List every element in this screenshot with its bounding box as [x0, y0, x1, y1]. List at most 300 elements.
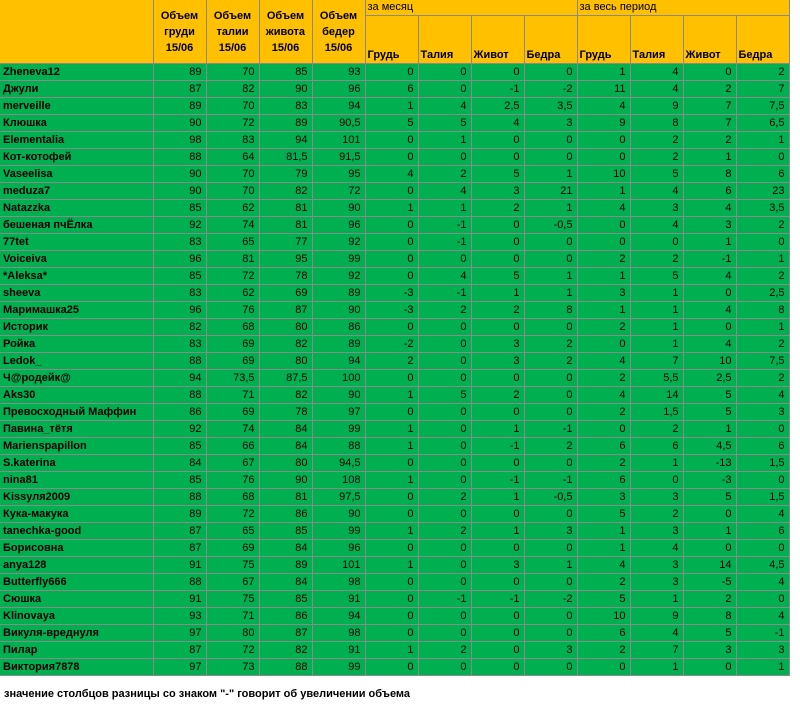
month-belly-diff-cell: 0	[471, 506, 524, 523]
period-belly-diff-cell: 3	[683, 217, 736, 234]
month-chest-diff-cell: 5	[365, 115, 418, 132]
period-waist-diff-cell: 0	[630, 234, 683, 251]
belly-volume-cell: 84	[259, 540, 312, 557]
period-belly-diff-cell: 1	[683, 421, 736, 438]
month-hips-diff-cell: 3	[524, 115, 577, 132]
period-belly-diff-cell: 4	[683, 200, 736, 217]
chest-volume-cell: 87	[153, 81, 206, 98]
period-chest-diff-cell: 4	[577, 557, 630, 574]
header-period-chest: Грудь	[577, 16, 630, 64]
month-chest-diff-cell: 1	[365, 98, 418, 115]
participant-name-cell: Natazzka	[0, 200, 153, 217]
header-month-belly: Живот	[471, 16, 524, 64]
period-hips-diff-cell: 6	[736, 523, 789, 540]
table-row	[0, 659, 789, 676]
chest-volume-cell: 92	[153, 421, 206, 438]
month-belly-diff-cell: 2,5	[471, 98, 524, 115]
waist-volume-cell: 71	[206, 387, 259, 404]
participant-name-cell: Vaseelisa	[0, 166, 153, 183]
month-waist-diff-cell: 0	[418, 353, 471, 370]
waist-volume-cell: 76	[206, 472, 259, 489]
period-hips-diff-cell: 4	[736, 387, 789, 404]
month-hips-diff-cell: 0	[524, 506, 577, 523]
waist-volume-cell: 69	[206, 404, 259, 421]
period-chest-diff-cell: 0	[577, 217, 630, 234]
waist-volume-cell: 69	[206, 540, 259, 557]
waist-volume-cell: 70	[206, 166, 259, 183]
month-chest-diff-cell: 0	[365, 404, 418, 421]
month-chest-diff-cell: 4	[365, 166, 418, 183]
chest-volume-cell: 84	[153, 455, 206, 472]
belly-volume-cell: 82	[259, 387, 312, 404]
hips-volume-cell: 86	[312, 319, 365, 336]
period-chest-diff-cell: 1	[577, 302, 630, 319]
month-hips-diff-cell: 0	[524, 234, 577, 251]
belly-volume-cell: 81	[259, 200, 312, 217]
belly-volume-cell: 80	[259, 353, 312, 370]
period-hips-diff-cell: -1	[736, 625, 789, 642]
period-belly-diff-cell: 4	[683, 268, 736, 285]
table-row	[0, 438, 789, 455]
participant-name-cell: Elementalia	[0, 132, 153, 149]
table-row	[0, 523, 789, 540]
table-row	[0, 387, 789, 404]
table-row	[0, 370, 789, 387]
month-waist-diff-cell: 0	[418, 64, 471, 81]
period-hips-diff-cell: 4,5	[736, 557, 789, 574]
month-chest-diff-cell: 0	[365, 591, 418, 608]
chest-volume-cell: 96	[153, 251, 206, 268]
waist-volume-cell: 62	[206, 200, 259, 217]
belly-volume-cell: 81	[259, 489, 312, 506]
participant-name-cell: Историк	[0, 319, 153, 336]
hips-volume-cell: 94,5	[312, 455, 365, 472]
chest-volume-cell: 83	[153, 336, 206, 353]
participant-name-cell: Борисовна	[0, 540, 153, 557]
month-hips-diff-cell: 2	[524, 336, 577, 353]
hips-volume-cell: 89	[312, 285, 365, 302]
month-waist-diff-cell: 0	[418, 455, 471, 472]
waist-volume-cell: 64	[206, 149, 259, 166]
table-row	[0, 319, 789, 336]
period-waist-diff-cell: 5,5	[630, 370, 683, 387]
hips-volume-cell: 101	[312, 557, 365, 574]
period-belly-diff-cell: 1	[683, 149, 736, 166]
period-belly-diff-cell: 5	[683, 489, 736, 506]
participant-name-cell: nina81	[0, 472, 153, 489]
period-chest-diff-cell: 0	[577, 149, 630, 166]
table-row	[0, 489, 789, 506]
hips-volume-cell: 108	[312, 472, 365, 489]
participant-name-cell: Butterfly666	[0, 574, 153, 591]
period-hips-diff-cell: 3,5	[736, 200, 789, 217]
belly-volume-cell: 88	[259, 659, 312, 676]
period-belly-diff-cell: -13	[683, 455, 736, 472]
table-body	[0, 64, 789, 676]
chest-volume-cell: 87	[153, 540, 206, 557]
belly-volume-cell: 84	[259, 421, 312, 438]
period-chest-diff-cell: 1	[577, 523, 630, 540]
period-hips-diff-cell: 2,5	[736, 285, 789, 302]
period-hips-diff-cell: 1,5	[736, 489, 789, 506]
table-row	[0, 98, 789, 115]
table-row	[0, 557, 789, 574]
period-chest-diff-cell: 6	[577, 472, 630, 489]
chest-volume-cell: 89	[153, 506, 206, 523]
chest-volume-cell: 85	[153, 438, 206, 455]
waist-volume-cell: 73,5	[206, 370, 259, 387]
period-chest-diff-cell: 2	[577, 251, 630, 268]
period-waist-diff-cell: 9	[630, 98, 683, 115]
hips-volume-cell: 91	[312, 642, 365, 659]
period-chest-diff-cell: 6	[577, 438, 630, 455]
month-waist-diff-cell: 2	[418, 489, 471, 506]
month-waist-diff-cell: 0	[418, 421, 471, 438]
belly-volume-cell: 90	[259, 81, 312, 98]
hips-volume-cell: 99	[312, 251, 365, 268]
hips-volume-cell: 92	[312, 234, 365, 251]
participant-name-cell: Павина_тётя	[0, 421, 153, 438]
hips-volume-cell: 90	[312, 200, 365, 217]
period-belly-diff-cell: 2	[683, 132, 736, 149]
chest-volume-cell: 97	[153, 625, 206, 642]
month-waist-diff-cell: 0	[418, 319, 471, 336]
participant-name-cell: Ledok_	[0, 353, 153, 370]
period-hips-diff-cell: 2	[736, 217, 789, 234]
header-group-period: за весь период	[577, 0, 789, 16]
belly-volume-cell: 79	[259, 166, 312, 183]
month-waist-diff-cell: 0	[418, 557, 471, 574]
month-waist-diff-cell: -1	[418, 234, 471, 251]
period-hips-diff-cell: 6,5	[736, 115, 789, 132]
period-hips-diff-cell: 2	[736, 268, 789, 285]
month-waist-diff-cell: 0	[418, 625, 471, 642]
period-hips-diff-cell: 1	[736, 319, 789, 336]
period-hips-diff-cell: 6	[736, 438, 789, 455]
participant-name-cell: Кот-котофей	[0, 149, 153, 166]
table-row	[0, 642, 789, 659]
hips-volume-cell: 95	[312, 166, 365, 183]
hips-volume-cell: 92	[312, 268, 365, 285]
period-belly-diff-cell: 0	[683, 285, 736, 302]
month-hips-diff-cell: 0	[524, 149, 577, 166]
belly-volume-cell: 69	[259, 285, 312, 302]
chest-volume-cell: 93	[153, 608, 206, 625]
month-hips-diff-cell: 0	[524, 625, 577, 642]
hips-volume-cell: 94	[312, 353, 365, 370]
table-row	[0, 455, 789, 472]
period-hips-diff-cell: 7	[736, 81, 789, 98]
waist-volume-cell: 74	[206, 217, 259, 234]
month-hips-diff-cell: 1	[524, 166, 577, 183]
period-waist-diff-cell: 2	[630, 251, 683, 268]
chest-volume-cell: 89	[153, 98, 206, 115]
period-belly-diff-cell: 4,5	[683, 438, 736, 455]
participant-name-cell: Сюшка	[0, 591, 153, 608]
month-waist-diff-cell: 0	[418, 336, 471, 353]
month-chest-diff-cell: 1	[365, 642, 418, 659]
month-belly-diff-cell: 5	[471, 268, 524, 285]
hips-volume-cell: 89	[312, 336, 365, 353]
month-chest-diff-cell: 2	[365, 353, 418, 370]
period-hips-diff-cell: 2	[736, 64, 789, 81]
period-belly-diff-cell: -3	[683, 472, 736, 489]
header-period-waist: Талия	[630, 16, 683, 64]
period-hips-diff-cell: 7,5	[736, 353, 789, 370]
chest-volume-cell: 87	[153, 642, 206, 659]
month-hips-diff-cell: -2	[524, 591, 577, 608]
hips-volume-cell: 94	[312, 608, 365, 625]
month-belly-diff-cell: 3	[471, 183, 524, 200]
belly-volume-cell: 81	[259, 217, 312, 234]
waist-volume-cell: 81	[206, 251, 259, 268]
waist-volume-cell: 70	[206, 183, 259, 200]
month-chest-diff-cell: 0	[365, 625, 418, 642]
hips-volume-cell: 96	[312, 81, 365, 98]
hips-volume-cell: 97,5	[312, 489, 365, 506]
hips-volume-cell: 90	[312, 302, 365, 319]
month-waist-diff-cell: 0	[418, 506, 471, 523]
period-waist-diff-cell: 1	[630, 319, 683, 336]
hips-volume-cell: 96	[312, 217, 365, 234]
month-chest-diff-cell: 0	[365, 251, 418, 268]
table-row	[0, 285, 789, 302]
month-chest-diff-cell: 0	[365, 489, 418, 506]
period-belly-diff-cell: 0	[683, 506, 736, 523]
hips-volume-cell: 99	[312, 523, 365, 540]
month-belly-diff-cell: 0	[471, 608, 524, 625]
period-belly-diff-cell: 7	[683, 115, 736, 132]
month-chest-diff-cell: 0	[365, 370, 418, 387]
month-belly-diff-cell: 1	[471, 489, 524, 506]
waist-volume-cell: 68	[206, 319, 259, 336]
month-hips-diff-cell: 0	[524, 64, 577, 81]
period-waist-diff-cell: 4	[630, 540, 683, 557]
month-hips-diff-cell: -1	[524, 472, 577, 489]
month-chest-diff-cell: -3	[365, 285, 418, 302]
month-hips-diff-cell: -0,5	[524, 217, 577, 234]
waist-volume-cell: 70	[206, 64, 259, 81]
table-row	[0, 591, 789, 608]
month-waist-diff-cell: 0	[418, 438, 471, 455]
month-belly-diff-cell: 2	[471, 200, 524, 217]
hips-volume-cell: 99	[312, 421, 365, 438]
period-belly-diff-cell: 2,5	[683, 370, 736, 387]
period-hips-diff-cell: 3	[736, 404, 789, 421]
month-hips-diff-cell: 0	[524, 387, 577, 404]
month-chest-diff-cell: 0	[365, 506, 418, 523]
period-waist-diff-cell: 7	[630, 353, 683, 370]
table-row	[0, 608, 789, 625]
participant-name-cell: Voiceiva	[0, 251, 153, 268]
period-chest-diff-cell: 3	[577, 489, 630, 506]
month-waist-diff-cell: 1	[418, 132, 471, 149]
month-chest-diff-cell: 1	[365, 523, 418, 540]
period-belly-diff-cell: 5	[683, 404, 736, 421]
month-belly-diff-cell: -1	[471, 81, 524, 98]
period-chest-diff-cell: 0	[577, 132, 630, 149]
table-row	[0, 132, 789, 149]
table-row	[0, 234, 789, 251]
chest-volume-cell: 90	[153, 115, 206, 132]
period-belly-diff-cell: 3	[683, 642, 736, 659]
chest-volume-cell: 98	[153, 132, 206, 149]
month-chest-diff-cell: 0	[365, 608, 418, 625]
period-waist-diff-cell: 4	[630, 81, 683, 98]
period-chest-diff-cell: 1	[577, 540, 630, 557]
period-chest-diff-cell: 0	[577, 421, 630, 438]
participant-name-cell: Aks30	[0, 387, 153, 404]
hips-volume-cell: 100	[312, 370, 365, 387]
period-hips-diff-cell: 23	[736, 183, 789, 200]
period-chest-diff-cell: 1	[577, 64, 630, 81]
period-chest-diff-cell: 4	[577, 200, 630, 217]
period-waist-diff-cell: 5	[630, 268, 683, 285]
period-chest-diff-cell: 2	[577, 370, 630, 387]
month-waist-diff-cell: 0	[418, 81, 471, 98]
month-hips-diff-cell: 1	[524, 557, 577, 574]
header-month-chest: Грудь	[365, 16, 418, 64]
period-waist-diff-cell: 14	[630, 387, 683, 404]
period-belly-diff-cell: 0	[683, 319, 736, 336]
chest-volume-cell: 89	[153, 64, 206, 81]
period-belly-diff-cell: 2	[683, 81, 736, 98]
period-chest-diff-cell: 11	[577, 81, 630, 98]
period-chest-diff-cell: 1	[577, 268, 630, 285]
period-belly-diff-cell: 0	[683, 540, 736, 557]
period-waist-diff-cell: 1	[630, 591, 683, 608]
month-belly-diff-cell: 0	[471, 149, 524, 166]
month-waist-diff-cell: -1	[418, 217, 471, 234]
waist-volume-cell: 72	[206, 115, 259, 132]
participant-name-cell: Викуля-вреднуля	[0, 625, 153, 642]
period-chest-diff-cell: 2	[577, 574, 630, 591]
hips-volume-cell: 98	[312, 574, 365, 591]
month-chest-diff-cell: 0	[365, 659, 418, 676]
month-hips-diff-cell: 0	[524, 574, 577, 591]
chest-volume-cell: 82	[153, 319, 206, 336]
waist-volume-cell: 67	[206, 455, 259, 472]
chest-volume-cell: 87	[153, 523, 206, 540]
period-hips-diff-cell: 0	[736, 591, 789, 608]
month-chest-diff-cell: 1	[365, 421, 418, 438]
hips-volume-cell: 72	[312, 183, 365, 200]
month-chest-diff-cell: 6	[365, 81, 418, 98]
month-belly-diff-cell: 0	[471, 574, 524, 591]
participant-name-cell: Ч@родейк@	[0, 370, 153, 387]
belly-volume-cell: 89	[259, 115, 312, 132]
period-waist-diff-cell: 9	[630, 608, 683, 625]
hips-volume-cell: 91	[312, 591, 365, 608]
month-belly-diff-cell: 1	[471, 523, 524, 540]
month-hips-diff-cell: 8	[524, 302, 577, 319]
month-belly-diff-cell: 3	[471, 336, 524, 353]
month-waist-diff-cell: 2	[418, 302, 471, 319]
period-belly-diff-cell: 10	[683, 353, 736, 370]
participant-name-cell: tanechka-good	[0, 523, 153, 540]
waist-volume-cell: 68	[206, 489, 259, 506]
header-period-belly: Живот	[683, 16, 736, 64]
period-hips-diff-cell: 4	[736, 506, 789, 523]
chest-volume-cell: 83	[153, 234, 206, 251]
period-hips-diff-cell: 2	[736, 336, 789, 353]
belly-volume-cell: 85	[259, 591, 312, 608]
hips-volume-cell: 90	[312, 506, 365, 523]
month-hips-diff-cell: 0	[524, 455, 577, 472]
month-hips-diff-cell: 1	[524, 285, 577, 302]
belly-volume-cell: 81,5	[259, 149, 312, 166]
month-waist-diff-cell: 0	[418, 472, 471, 489]
month-hips-diff-cell: 2	[524, 438, 577, 455]
belly-volume-cell: 86	[259, 506, 312, 523]
month-chest-diff-cell: -3	[365, 302, 418, 319]
belly-volume-cell: 90	[259, 472, 312, 489]
waist-volume-cell: 76	[206, 302, 259, 319]
period-hips-diff-cell: 6	[736, 166, 789, 183]
belly-volume-cell: 87	[259, 625, 312, 642]
period-belly-diff-cell: 5	[683, 625, 736, 642]
period-waist-diff-cell: 3	[630, 200, 683, 217]
hips-volume-cell: 98	[312, 625, 365, 642]
period-hips-diff-cell: 0	[736, 421, 789, 438]
month-chest-diff-cell: 1	[365, 557, 418, 574]
table-row	[0, 251, 789, 268]
month-hips-diff-cell: 3,5	[524, 98, 577, 115]
month-belly-diff-cell: 3	[471, 353, 524, 370]
belly-volume-cell: 89	[259, 557, 312, 574]
month-hips-diff-cell: 0	[524, 132, 577, 149]
belly-volume-cell: 84	[259, 438, 312, 455]
participant-name-cell: merveille	[0, 98, 153, 115]
period-hips-diff-cell: 7,5	[736, 98, 789, 115]
period-waist-diff-cell: 5	[630, 166, 683, 183]
waist-volume-cell: 65	[206, 523, 259, 540]
period-hips-diff-cell: 0	[736, 149, 789, 166]
month-belly-diff-cell: 0	[471, 455, 524, 472]
chest-volume-cell: 97	[153, 659, 206, 676]
hips-volume-cell: 88	[312, 438, 365, 455]
period-chest-diff-cell: 0	[577, 234, 630, 251]
waist-volume-cell: 62	[206, 285, 259, 302]
belly-volume-cell: 85	[259, 64, 312, 81]
month-chest-diff-cell: 1	[365, 387, 418, 404]
month-chest-diff-cell: 0	[365, 183, 418, 200]
table-row	[0, 81, 789, 98]
table-row	[0, 574, 789, 591]
period-belly-diff-cell: 8	[683, 166, 736, 183]
period-waist-diff-cell: 1	[630, 336, 683, 353]
month-chest-diff-cell: 0	[365, 574, 418, 591]
period-chest-diff-cell: 4	[577, 387, 630, 404]
chest-volume-cell: 88	[153, 353, 206, 370]
belly-volume-cell: 94	[259, 132, 312, 149]
period-hips-diff-cell: 0	[736, 472, 789, 489]
belly-volume-cell: 82	[259, 336, 312, 353]
period-hips-diff-cell: 4	[736, 608, 789, 625]
month-belly-diff-cell: 0	[471, 370, 524, 387]
waist-volume-cell: 69	[206, 336, 259, 353]
month-hips-diff-cell: 21	[524, 183, 577, 200]
month-waist-diff-cell: 0	[418, 404, 471, 421]
month-chest-diff-cell: 1	[365, 438, 418, 455]
period-waist-diff-cell: 6	[630, 438, 683, 455]
period-waist-diff-cell: 4	[630, 217, 683, 234]
participant-name-cell: Кука-макука	[0, 506, 153, 523]
hips-volume-cell: 101	[312, 132, 365, 149]
month-belly-diff-cell: 0	[471, 217, 524, 234]
month-belly-diff-cell: -1	[471, 472, 524, 489]
month-chest-diff-cell: -2	[365, 336, 418, 353]
